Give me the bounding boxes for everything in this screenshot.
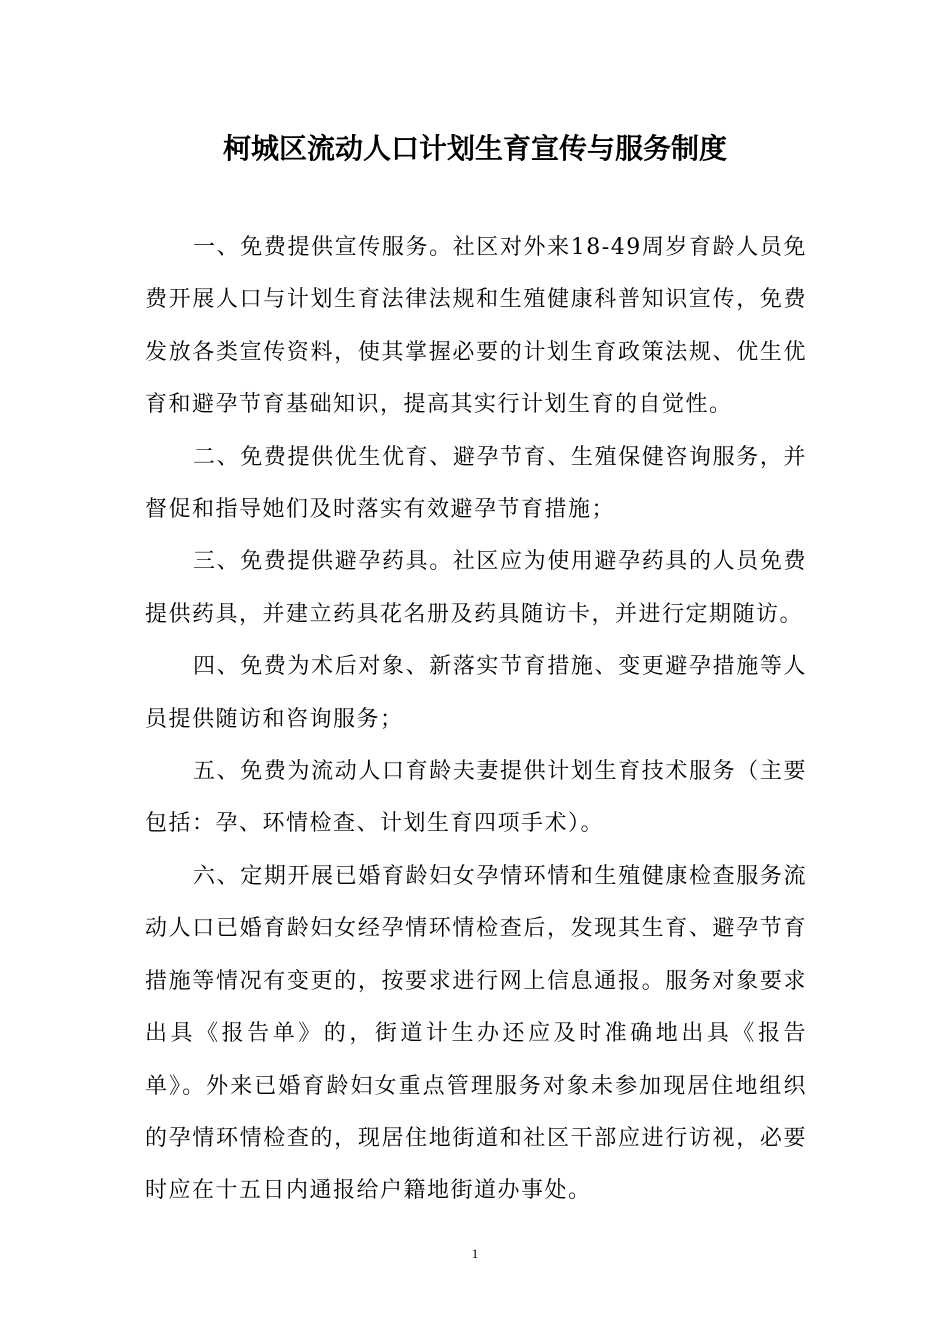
paragraph-6: 六、定期开展已婚育龄妇女孕情环情和生殖健康检查服务流动人口已婚育龄妇女经孕情环情检查后，发现其生育、避孕节育措施等情况有变更的，按要求进行网上信息通报。服务对象要求出具《报告单》的，街道计生办还应及时准确地出具《报告单》。外来已婚育龄妇女重点管理服务对象未参加现居住地组织的孕情环情检查的，现居住地街道和社区干部应进行访视，必要时应在十五日内通报给户籍地街道办事处。 [145,863,807,1204]
document-title: 柯城区流动人口计划生育宣传与服务制度 [222,132,727,165]
document-body [145,222,807,1218]
paragraph-1: 一、免费提供宣传服务。社区对外来18-49周岁育龄人员免费开展人口与计划生育法律法规和生殖健康科普知识宣传，免费发放各类宣传资料，使其掌握必要的计划生育政策法规、优生优育和避孕节育基础知识，提高其实行计划生育的自觉性。 [145,235,807,418]
paragraph-4: 四、免费为术后对象、新落实节育措施、变更避孕措施等人员提供随访和咨询服务； [145,654,807,732]
paragraph-3: 三、免费提供避孕药具。社区应为使用避孕药具的人员免费提供药具，并建立药具花名册及药具随访卡，并进行定期随访。 [145,549,807,627]
paragraph-2: 二、免费提供优生优育、避孕节育、生殖保健咨询服务，并督促和指导她们及时落实有效避孕节育措施； [145,444,807,523]
page-number: 1 [471,1246,479,1261]
paragraph-5: 五、免费为流动人口育龄夫妻提供计划生育技术服务（主要包括：孕、环情检查、计划生育四项手术）。 [145,759,807,837]
